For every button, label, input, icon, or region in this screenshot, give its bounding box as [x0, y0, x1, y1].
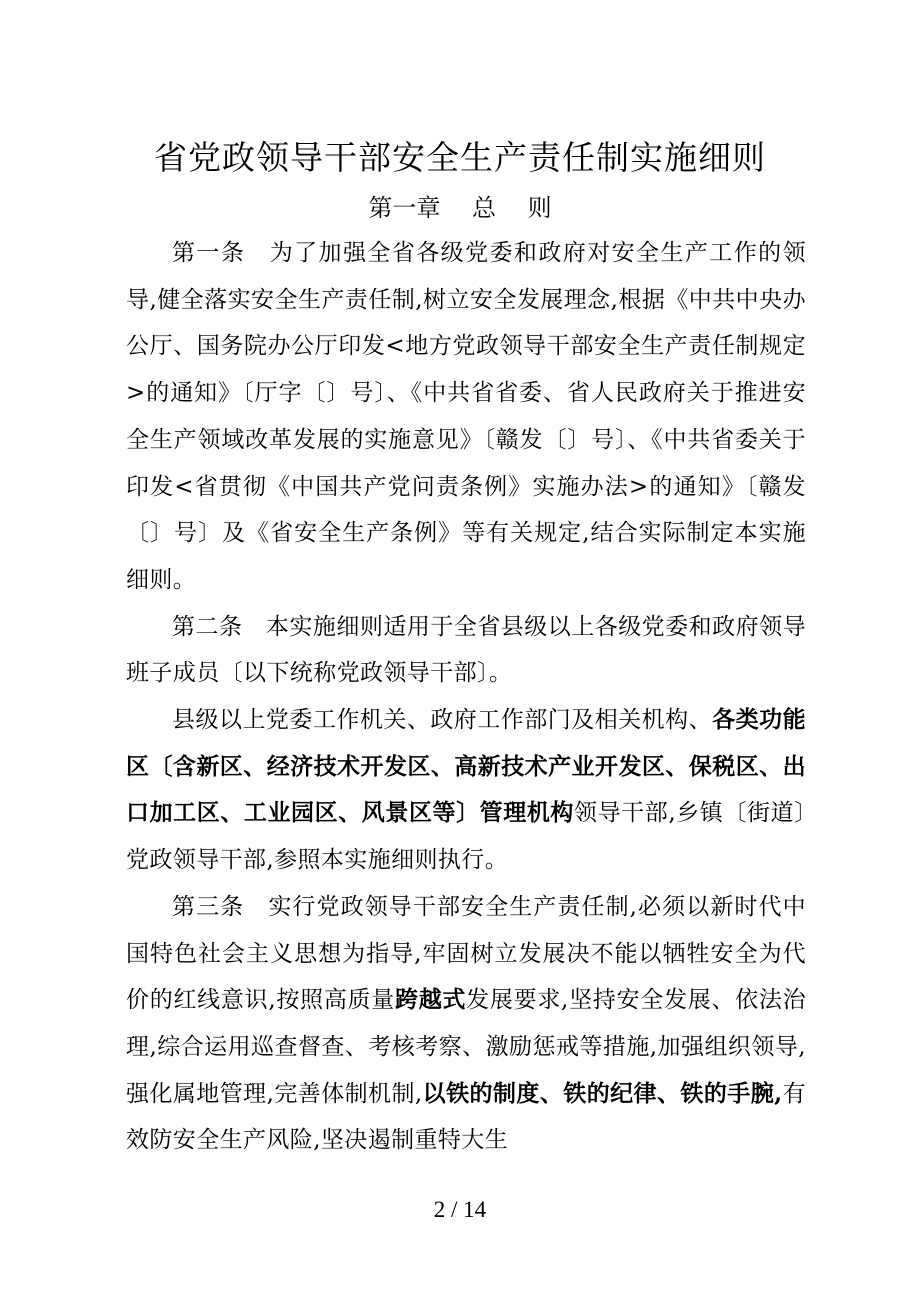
text-run: 有效防安全生产风险,坚决遏制重特大生 [126, 1080, 806, 1154]
article-3 [126, 884, 806, 1164]
bold-text-run: 跨越式 [394, 986, 467, 1014]
article-2: 第二条 本实施细则适用于全省县级以上各级党委和政府领导班子成员〔以下统称党政领导干部〕。 [126, 613, 806, 687]
text-run: 领导干部,乡镇〔街道〕党政领导干部,参照本实施细则执行。 [126, 800, 806, 874]
text-run: 发展要求,坚持安全发展、依法治理,综合运用巡查督查、考核考察、激励惩戒等措施,加强组织领导,强化属地管理,完善体制机制, [126, 987, 806, 1107]
document-title: 省党政领导干部安全生产责任制实施细则 [154, 138, 766, 177]
text-run: 第三条 实行党政领导干部安全生产责任制,必须以新时代中国特色社会主义思想为指导,牢固树立发展决不能以牺牲安全为代价的红线意识,按照高质量 [126, 893, 806, 1014]
document-body [126, 230, 806, 1164]
page-number: 2 / 14 [433, 1197, 487, 1222]
text-run: 县级以上党委工作机关、政府工作部门及相关机构、 [172, 707, 713, 734]
article-2-paragraph-2 [126, 697, 806, 884]
article-1: 第一条 为了加强全省各级党委和政府对安全生产工作的领导,健全落实安全生产责任制,树立安全发展理念,根据《中共中央办公厅、国务院办公厅印发<地方党政领导干部安全生产责任制规定>的通知》〔厅字〔〕号〕、《中共省省委、省人民政府关于推进安全生产领域改革发展的实施意见》〔赣发〔〕号〕、《中共省委关于印发<省贯彻《中国共产党问责条例》实施办法>的通知》〔赣发〔〕号〕及《省安全生产条例》等有关规定,结合实际制定本实施细则。 [126, 240, 806, 593]
chapter-heading: 第一章 总 则 [368, 194, 552, 222]
bold-text-run: 各类功能区〔含新区、经济技术开发区、高新技术产业开发区、保税区、出口加工区、工业园区、风景区等〕管理机构 [126, 706, 806, 827]
bold-text-run: 以铁的制度、铁的纪律、铁的手腕, [422, 1079, 783, 1107]
